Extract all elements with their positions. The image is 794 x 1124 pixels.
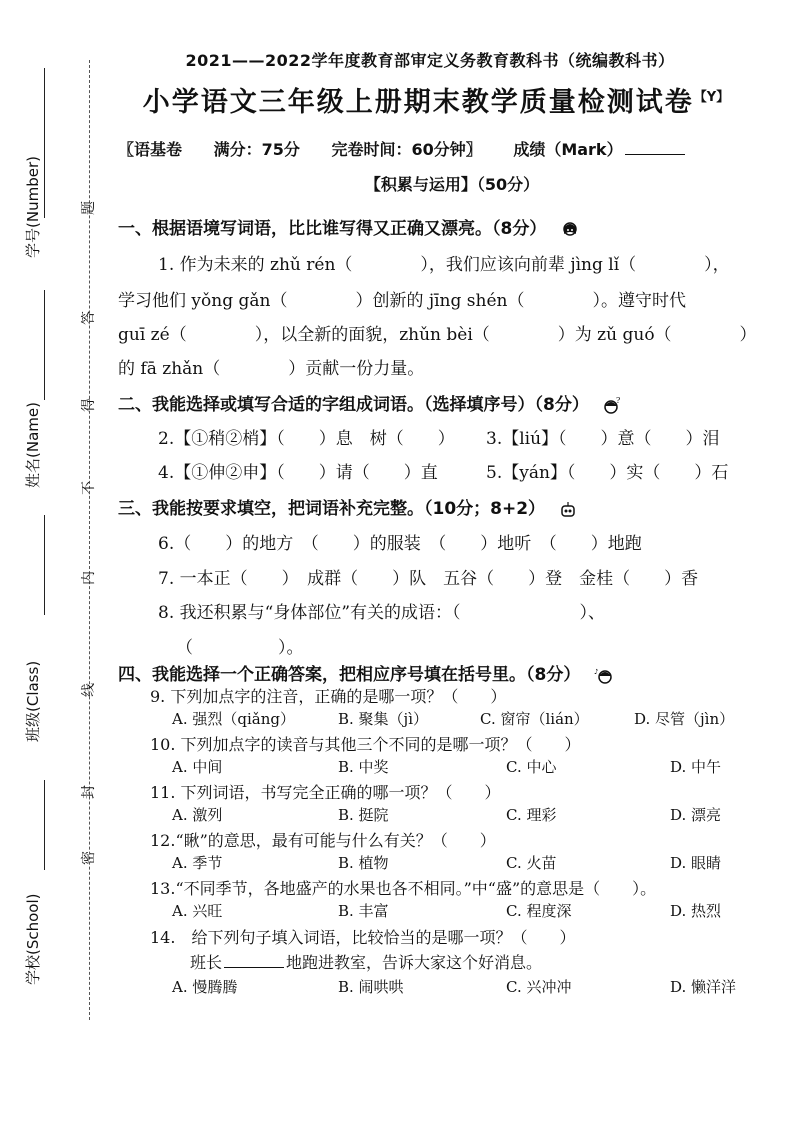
seal-char: 得 [81, 398, 97, 412]
option-b: B. 植物 [338, 854, 389, 872]
option-d: D. 中午 [670, 758, 722, 776]
question-13: 13.“不同季节，各地盛产的水果也各不相同。”中“盛”的意思是（ ）。 [150, 879, 657, 898]
exam-title [96, 80, 776, 119]
question-1-line: 学习他们 yǒng gǎn（ ）创新的 jīng shén（ ）。遵守时代 [118, 291, 686, 311]
svg-text:?: ? [616, 395, 621, 405]
girl-icon [560, 220, 580, 240]
question-2-line: 2.【①稍②梢】（ ）息 树（ ） [158, 429, 455, 449]
svg-text:♪: ♪ [593, 667, 599, 676]
student-number-label: 学号(Number) [24, 156, 42, 258]
question-3-line: （ ）。 [176, 638, 304, 658]
option-a: A. 兴旺 [172, 902, 223, 920]
seal-char: 线 [81, 683, 97, 697]
option-c: C. 兴冲冲 [506, 978, 572, 996]
option-d: D. 懒洋洋 [670, 978, 737, 996]
singing-girl-icon [594, 666, 614, 686]
question-4-heading [118, 660, 614, 686]
name-label: 姓名(Name) [24, 402, 42, 488]
question-3-line: 6.（ ）的地方 （ ）的服装 （ ）地听 （ ）地跑 [158, 534, 642, 554]
question-2-line: 4.【①伸②申】（ ）请（ ）直 [158, 463, 438, 483]
full-score: 满分：75分 [213, 140, 300, 159]
option-d: D. 尽管（jìn） [634, 710, 735, 728]
thinking-girl-icon [602, 396, 622, 416]
question-14: 14. 给下列句子填入词语，比较恰当的是哪一项？（ ） [150, 928, 576, 947]
question-14-sentence [190, 950, 542, 973]
school-label: 学校(School) [24, 893, 42, 985]
seal-char: 不 [81, 481, 97, 495]
seal-char: 答 [81, 311, 97, 325]
question-9: 9. 下列加点字的注音，正确的是哪一项？（ ） [150, 687, 507, 706]
seal-char: 封 [81, 785, 97, 799]
sentence-start: 班长 [190, 953, 223, 972]
seal-char: 内 [81, 571, 97, 585]
class-label: 班级(Class) [24, 660, 42, 742]
option-a: A. 激列 [172, 806, 223, 824]
question-10: 10. 下列加点字的读音与其他三个不同的是哪一项？（ ） [150, 735, 581, 754]
textbook-title: 2021——2022学年度教育部审定义务教育教科书（统编教科书） [185, 51, 675, 70]
question-2-title: 二、我能选择或填写合适的字组成词语。（选择填序号）（8分） [118, 395, 589, 415]
question-4-title: 四、我能选择一个正确答案，把相应序号填在括号里。（8分） [118, 665, 581, 685]
option-b: B. 中奖 [338, 758, 389, 776]
question-1-title: 一、根据语境写词语，比比谁写得又正确又漂亮。（8分） [118, 219, 547, 239]
number-underline [44, 68, 45, 218]
school-underline [44, 780, 45, 870]
question-11: 11. 下列词语，书写完全正确的哪一项？（ ） [150, 783, 501, 802]
paper-type: 〖语基卷 [118, 140, 183, 159]
question-2-line: 3.【liú】（ ）意（ ）泪 [486, 429, 720, 449]
question-1-line: 1. 作为未来的 zhǔ rén（ ），我们应该向前辈 jìng lǐ（ ）， [158, 255, 730, 275]
option-d: D. 热烈 [670, 902, 722, 920]
option-d: D. 眼睛 [670, 854, 722, 872]
sentence-end: 地跑进教室，告诉大家这个好消息。 [286, 953, 543, 972]
option-a: A. 慢腾腾 [172, 978, 238, 996]
question-2-line: 5.【yán】（ ）实（ ）石 [486, 463, 729, 483]
mark-field[interactable] [625, 154, 685, 155]
name-underline [44, 290, 45, 400]
question-3-title: 三、我能按要求填空，把词语补充完整。（10分；8+2） [118, 499, 546, 519]
question-1-heading [118, 214, 580, 240]
answer-blank[interactable] [224, 967, 284, 968]
option-c: C. 火苗 [506, 854, 557, 872]
option-c: C. 理彩 [506, 806, 557, 824]
mark-label: 成绩（Mark） [513, 140, 623, 159]
option-b: B. 闹哄哄 [338, 978, 404, 996]
section-heading: 【积累与运用】（50分） [364, 175, 540, 194]
option-b: B. 聚集（jì） [338, 710, 429, 728]
option-d: D. 漂亮 [670, 806, 722, 824]
exam-meta [118, 137, 711, 160]
option-a: A. 中间 [172, 758, 223, 776]
question-3-heading [118, 494, 578, 520]
time-limit: 完卷时间：60分钟〗 [331, 140, 482, 159]
option-b: B. 丰富 [338, 902, 389, 920]
class-underline [44, 515, 45, 615]
option-b: B. 挺院 [338, 806, 389, 824]
seal-char: 密 [81, 851, 97, 865]
question-12: 12.“瞅”的意思，最有可能与什么有关？（ ） [150, 831, 496, 850]
option-c: C. 程度深 [506, 902, 572, 920]
seal-char: 题 [81, 201, 97, 215]
question-1-line: 的 fā zhǎn（ ）贡献一份力量。 [118, 359, 425, 379]
option-c: C. 窗帘（lián） [480, 710, 589, 728]
option-c: C. 中心 [506, 758, 557, 776]
question-3-line: 8. 我还积累与“身体部位”有关的成语：（ ）、 [158, 603, 606, 623]
version-tag: 【Y】 [693, 90, 730, 105]
question-1-line: guī zé（ ），以全新的面貌，zhǔn bèi（ ）为 zǔ guó（ ） [118, 325, 757, 345]
option-a: A. 强烈（qiǎng） [172, 710, 295, 728]
robot-icon [558, 500, 578, 520]
exam-title-text: 小学语文三年级上册期末教学质量检测试卷 [142, 87, 694, 118]
question-3-line: 7. 一本正（ ） 成群（ ）队 五谷（ ）登 金桂（ ）香 [158, 569, 699, 589]
option-a: A. 季节 [172, 854, 223, 872]
question-2-heading [118, 390, 622, 416]
